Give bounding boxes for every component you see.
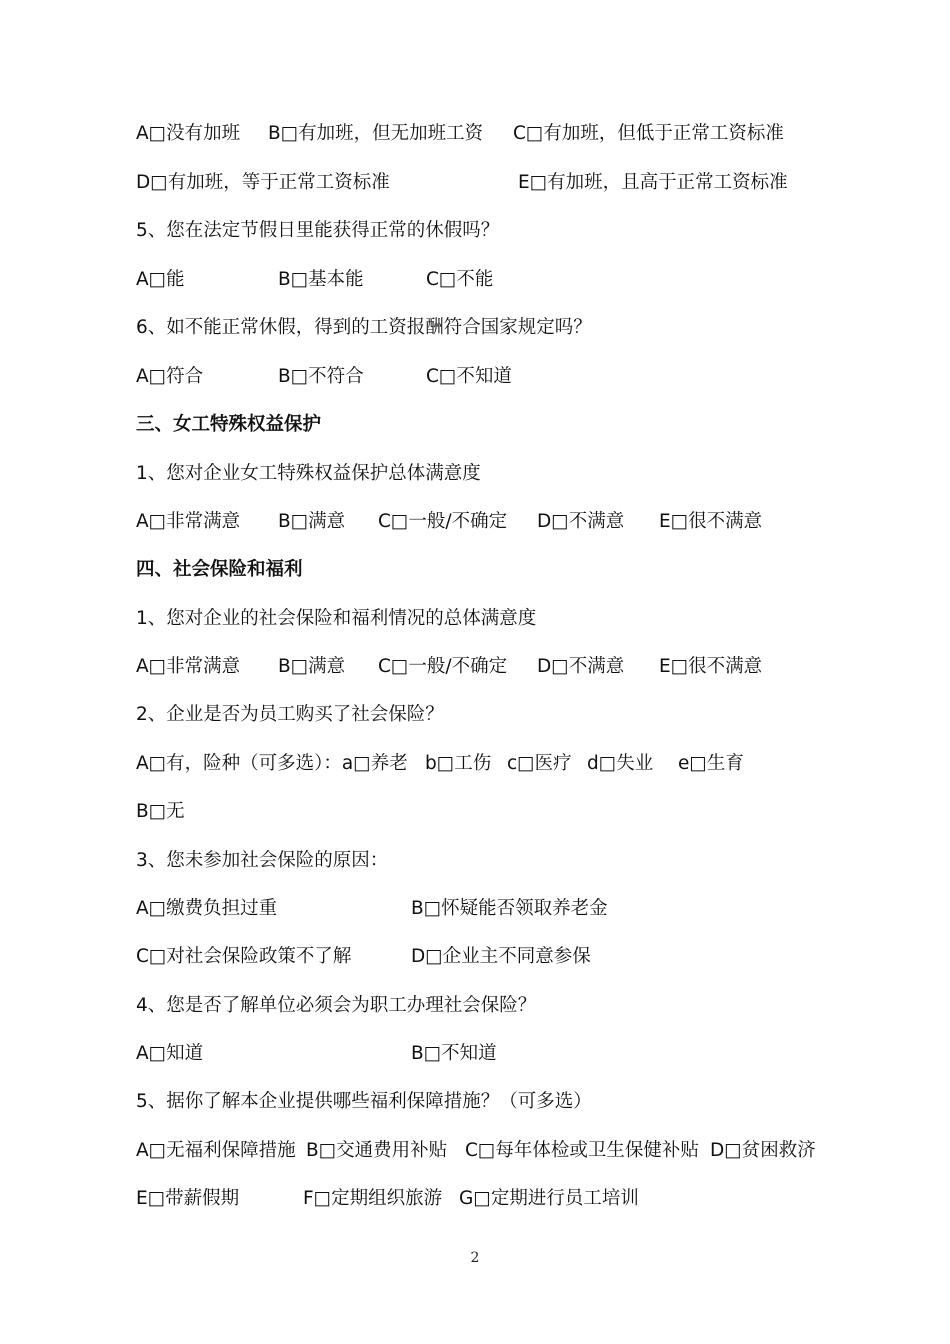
option-d: D□贫困救济	[710, 1140, 816, 1161]
section-heading: 三、女工特殊权益保护	[136, 414, 322, 435]
question-text: 1、您对企业的社会保险和福利情况的总体满意度	[136, 608, 537, 629]
option-b: B□不符合	[278, 366, 364, 387]
option-b: B□怀疑能否领取养老金	[411, 898, 608, 919]
option-a: A□没有加班	[136, 123, 241, 144]
option-d: d□失业	[587, 753, 654, 774]
option-d: D□有加班，等于正常工资标准	[136, 172, 390, 193]
option-e: e□生育	[678, 753, 744, 774]
option-b: B□不知道	[411, 1043, 497, 1064]
option-b: B□基本能	[278, 269, 364, 290]
option-a: A□非常满意	[136, 511, 241, 532]
option-c: C□一般/不确定	[378, 656, 508, 677]
option-a: A□能	[136, 269, 185, 290]
option-a: A□符合	[136, 366, 204, 387]
option-c: C□每年体检或卫生保健补贴	[465, 1140, 699, 1161]
option-b: b□工伤	[425, 753, 492, 774]
option-e: E□很不满意	[659, 656, 763, 677]
option-a: A□缴费负担过重	[136, 898, 278, 919]
option-d: D□不满意	[537, 656, 625, 677]
question-text: 5、您在法定节假日里能获得正常的休假吗？	[136, 220, 500, 241]
option-c: C□对社会保险政策不了解	[136, 946, 352, 967]
question-text: 3、您未参加社会保险的原因：	[136, 850, 389, 871]
option-e: E□很不满意	[659, 511, 763, 532]
option-e: E□带薪假期	[136, 1188, 240, 1209]
option-a: A□知道	[136, 1043, 204, 1064]
section-heading: 四、社会保险和福利	[136, 559, 303, 580]
option-text: B□无	[136, 801, 185, 822]
question-text: 6、如不能正常休假，得到的工资报酬符合国家规定吗？	[136, 317, 592, 338]
option-a: A□有，险种（可多选）：a□养老	[136, 753, 408, 774]
option-e: E□有加班，且高于正常工资标准	[518, 172, 788, 193]
option-b: B□满意	[278, 511, 346, 532]
option-d: D□不满意	[537, 511, 625, 532]
question-text: 5、据你了解本企业提供哪些福利保障措施？（可多选）	[136, 1091, 592, 1112]
option-c: c□医疗	[507, 753, 572, 774]
question-text: 4、您是否了解单位必须会为职工办理社会保险？	[136, 995, 537, 1016]
option-c: C□不知道	[426, 366, 512, 387]
option-c: C□有加班，但低于正常工资标准	[513, 123, 784, 144]
page-number: 2	[470, 1250, 480, 1266]
question-text: 2、企业是否为员工购买了社会保险？	[136, 704, 444, 725]
option-a: A□无福利保障措施	[136, 1140, 296, 1161]
option-b: B□交通费用补贴	[306, 1140, 448, 1161]
option-g: G□定期进行员工培训	[459, 1188, 639, 1209]
option-c: C□不能	[426, 269, 494, 290]
option-d: D□企业主不同意参保	[411, 946, 591, 967]
option-b: B□满意	[278, 656, 346, 677]
option-a: A□非常满意	[136, 656, 241, 677]
option-f: F□定期组织旅游	[303, 1188, 443, 1209]
option-c: C□一般/不确定	[378, 511, 508, 532]
option-b: B□有加班，但无加班工资	[268, 123, 484, 144]
question-text: 1、您对企业女工特殊权益保护总体满意度	[136, 463, 481, 484]
